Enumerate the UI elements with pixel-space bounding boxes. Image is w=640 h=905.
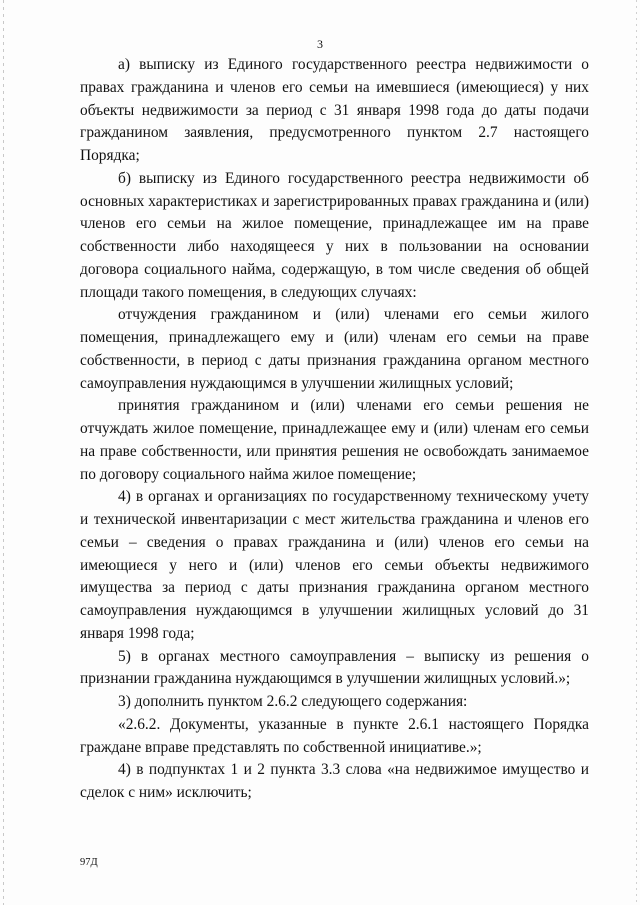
scan-edge-left [3,0,4,905]
paragraph-2-6-2: «2.6.2. Документы, указанные в пункте 2.6.1 настоящего Порядка граждане вправе представлять по собственной инициативе.»; [80,715,589,756]
paragraph-4-subpoints: 4) в подпунктах 1 и 2 пункта 3.3 слова «на недвижимое имущество и сделок с ним» исключить; [80,761,589,801]
scan-edge-right [636,0,637,905]
paragraph-3-add-point: 3) дополнить пунктом 2.6.2 следующего содержания: [118,693,468,710]
paragraph-b-extract-characteristics: б) выписку из Единого государственного реестра недвижимости об основных характеристиках и зарегистрированных правах гражданина и (или) членов его семьи на жилое помещение, принадлежащее им на праве собственности либо находящееся у них в пользовании на основании договора социального найма, содержащую, в том числе сведения об общей площади такого помещения, в следующих случаях: [80,169,589,301]
paragraph-decision-not-alienate: принятия гражданином и (или) членами его семьи решения не отчуждать жилое помещение, принадлежащее ему и (или) членам его семьи на праве собственности, или принятия решения не освобождать занимаемое по договору социального найма жилое помещение; [80,397,589,483]
paragraph-4-technical-inventory: 4) в органах и организациях по государственному техническому учету и технической инвентаризации с мест жительства гражданина и членов его семьи – сведения о правах гражданина и (или) членов его семьи на имеющиеся у него и (или) членов его семьи объекты недвижимого имущества за период с даты признания гражданина органом местного самоуправления нуждающимся в улучшении жилищных условий до 31 января 1998 года; [80,488,589,642]
page-number: 3 [317,37,323,51]
paragraph-a-extract-rights: а) выписку из Единого государственного реестра недвижимости о правах гражданина и членов его семьи на имевшиеся (имеющиеся) у них объекты недвижимости за период с 31 января 1998 года до даты подачи гражданином заявления, предусмотренного пунктом 2.7 настоящего Порядка; [80,56,589,164]
paragraph-alienation: отчуждения гражданином и (или) членами его семьи жилого помещения, принадлежащего ему и (или) членам его семьи на праве собственности, в период с даты признания гражданина органом местного самоуправления нуждающимся в улучшении жилищных условий; [80,306,589,392]
paragraph-5-local-government: 5) в органах местного самоуправления – выписку из решения о признании гражданина нуждающимся в улучшении жилищных условий.»; [80,647,589,688]
footer-document-code: 97Д [80,857,98,868]
document-body [80,54,589,805]
